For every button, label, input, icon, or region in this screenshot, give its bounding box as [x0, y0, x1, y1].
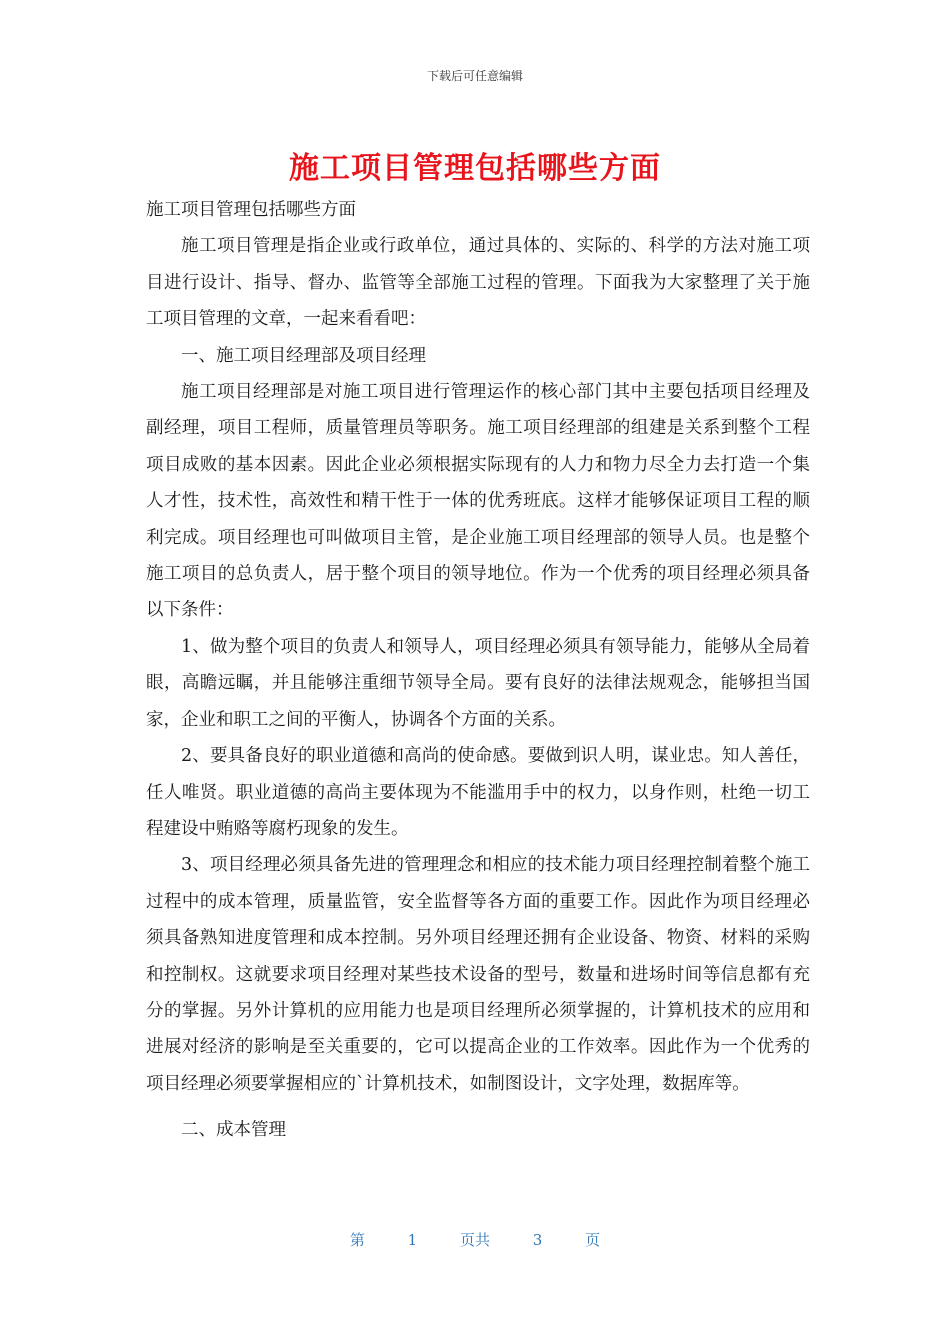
header-note: 下载后可任意编辑 — [426, 69, 523, 83]
body-paragraph-intro: 施工项目管理是指企业或行政单位，通过具体的、实际的、科学的方法对施工项目进行设计、指导、督办、监管等全部施工过程的管理。下面我为大家整理了关于施工项目管理的文章，一起来看看吧： — [146, 236, 810, 330]
page-label-middle: 页共 — [459, 1231, 490, 1249]
page-current: 1 — [407, 1231, 418, 1249]
section-heading-1: 一、施工项目经理部及项目经理 — [181, 345, 426, 366]
page-label-prefix: 第 — [349, 1231, 365, 1249]
body-paragraph: 施工项目经理部是对施工项目进行管理运作的核心部门其中主要包括项目经理及副经理，项目工程师，质量管理员等职务。施工项目经理部的组建是关系到整个工程项目成败的基本因素。因此企业必须根据实际现有的人力和物力尽全力去打造一个集人才性，技术性，高效性和精干性于一体的优秀班底。这样才能够保证项目工程的顺利完成。项目经理也可叫做项目主管，是企业施工项目经理部的领导人员。也是整个施工项目的总负责人，居于整个项目的领导地位。作为一个优秀的项目经理必须具备以下条件： — [146, 382, 810, 621]
page-total: 3 — [532, 1231, 543, 1249]
document-body — [146, 192, 810, 1149]
document-title: 施工项目管理包括哪些方面 — [289, 151, 661, 186]
list-item-3: 3、项目经理必须具备先进的管理理念和相应的技术能力项目经理控制着整个施工过程中的成本管理，质量监管，安全监督等各方面的重要工作。因此作为项目经理必须具备熟知进度管理和成本控制。另外项目经理还拥有企业设备、物资、材料的采购和控制权。这就要求项目经理对某些技术设备的型号，数量和进场时间等信息都有充分的掌握。另外计算机的应用能力也是项目经理所必须掌握的，计算机技术的应用和进展对经济的影响是至关重要的，它可以提高企业的工作效率。因此作为一个优秀的项目经理必须要掌握相应的`计算机技术，如制图设计，文字处理，数据库等。 — [146, 855, 810, 1094]
page-label-suffix: 页 — [585, 1231, 601, 1249]
list-item-1: 1、做为整个项目的负责人和领导人，项目经理必须具有领导能力，能够从全局着眼，高瞻远瞩，并且能够注重细节领导全局。要有良好的法律法规观念，能够担当国家，企业和职工之间的平衡人，协调各个方面的关系。 — [146, 636, 810, 730]
list-item-2: 2、要具备良好的职业道德和高尚的使命感。要做到识人明，谋业忠。知人善任，任人唯贤。职业道德的高尚主要体现为不能滥用手中的权力，以身作则，杜绝一切工程建设中贿赂等腐朽现象的发生。 — [146, 746, 810, 839]
body-paragraph-subtitle: 施工项目管理包括哪些方面 — [146, 200, 356, 220]
page-number-footer — [0, 1229, 950, 1250]
section-heading-2: 二、成本管理 — [181, 1120, 286, 1141]
